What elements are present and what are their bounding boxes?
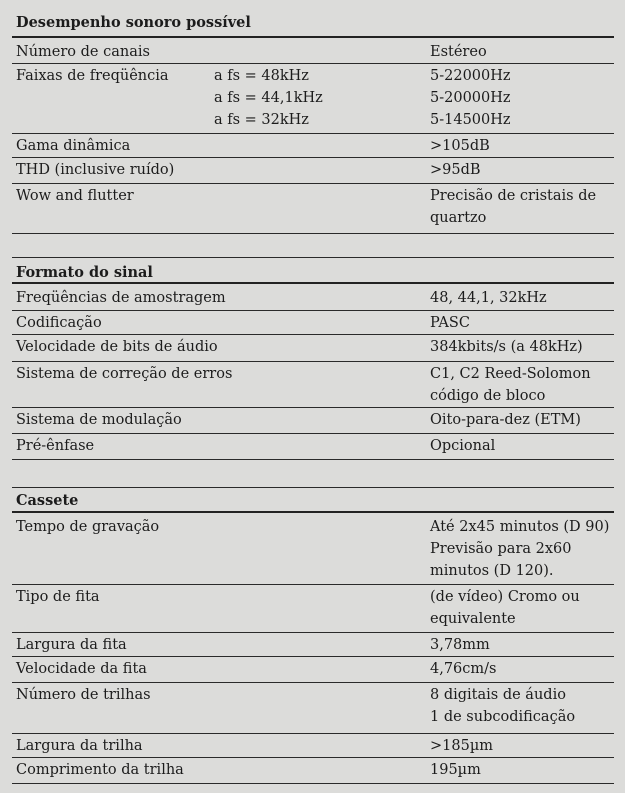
spec-value-line: 5-20000Hz xyxy=(430,90,511,106)
spec-value-line: Previsão para 2x60 xyxy=(430,541,572,557)
spec-row xyxy=(12,657,614,683)
spec-value-line: código de bloco xyxy=(430,388,546,404)
spec-label: Tempo de gravação xyxy=(16,519,160,535)
spec-condition xyxy=(214,65,323,131)
spec-value xyxy=(430,409,581,431)
spec-value xyxy=(430,363,591,407)
spec-value xyxy=(430,65,511,131)
spec-label: Gama dinâmica xyxy=(16,138,131,154)
section-divider xyxy=(12,511,614,513)
spec-row xyxy=(12,64,614,134)
spec-row xyxy=(12,362,614,408)
spec-value xyxy=(430,759,481,781)
spec-label: Tipo de fita xyxy=(16,589,100,605)
section-title: Formato do sinal xyxy=(16,264,153,281)
spec-label: Codificação xyxy=(16,315,102,331)
spec-value-line: 1 de subcodificação xyxy=(430,709,576,725)
spec-value-line: 5-14500Hz xyxy=(430,112,511,128)
spec-value-line: >185µm xyxy=(430,738,493,754)
spec-value-line: Até 2x45 minutos (D 90) xyxy=(430,519,610,535)
spec-value xyxy=(430,735,493,757)
spec-value-line: 48, 44,1, 32kHz xyxy=(430,290,547,306)
spec-row xyxy=(12,758,614,784)
spec-value xyxy=(430,516,609,582)
spec-row xyxy=(12,585,614,633)
spec-row xyxy=(12,734,614,758)
spec-row xyxy=(12,134,614,158)
spec-value-line: quartzo xyxy=(430,210,487,226)
spec-value-line: minutos (D 120). xyxy=(430,563,554,579)
spec-value xyxy=(430,586,580,630)
spec-row xyxy=(12,40,614,64)
spec-row xyxy=(12,408,614,434)
spec-label: Número de trilhas xyxy=(16,687,151,703)
spec-label: Velocidade de bits de áudio xyxy=(16,339,218,355)
spec-label: Wow and flutter xyxy=(16,188,134,204)
spec-value-line: 5-22000Hz xyxy=(430,68,511,84)
spec-value-line: 4,76cm/s xyxy=(430,661,497,677)
spec-row xyxy=(12,184,614,234)
spec-label: Sistema de correção de erros xyxy=(16,366,233,382)
spec-label: Faixas de freqüência xyxy=(16,68,169,84)
spec-value-line: (de vídeo) Cromo ou xyxy=(430,589,580,605)
spec-row xyxy=(12,633,614,657)
spec-value-line: Estéreo xyxy=(430,44,487,60)
section-divider xyxy=(12,282,614,284)
spec-value xyxy=(430,135,490,157)
blank-row xyxy=(12,462,614,488)
spec-condition-line: a fs = 32kHz xyxy=(214,112,309,128)
spec-label: Velocidade da fita xyxy=(16,661,147,677)
spec-condition-line: a fs = 48kHz xyxy=(214,68,309,84)
spec-row xyxy=(12,158,614,184)
spec-value-line: Oito-para-dez (ETM) xyxy=(430,412,581,428)
spec-label: Freqüências de amostragem xyxy=(16,290,226,306)
spec-value xyxy=(430,185,596,229)
spec-label: THD (inclusive ruído) xyxy=(16,162,175,178)
section-divider xyxy=(12,36,614,38)
spec-value-line: 384kbits/s (a 48kHz) xyxy=(430,339,583,355)
spec-value xyxy=(430,684,575,728)
spec-label: Largura da trilha xyxy=(16,738,143,754)
spec-value xyxy=(430,435,495,457)
spec-value-line: 8 digitais de áudio xyxy=(430,687,566,703)
spec-value-line: Precisão de cristais de xyxy=(430,188,597,204)
spec-condition-line: a fs = 44,1kHz xyxy=(214,90,323,106)
spec-value xyxy=(430,336,583,358)
spec-value-line: >95dB xyxy=(430,162,481,178)
spec-row xyxy=(12,286,614,311)
spec-value-line: 3,78mm xyxy=(430,637,490,653)
spec-label: Pré-ênfase xyxy=(16,438,95,454)
spec-row xyxy=(12,335,614,362)
spec-value-line: >105dB xyxy=(430,138,490,154)
spec-row xyxy=(12,683,614,734)
spec-value xyxy=(430,312,470,334)
spec-label: Largura da fita xyxy=(16,637,127,653)
spec-value xyxy=(430,634,490,656)
spec-value-line: 195µm xyxy=(430,762,481,778)
spec-row xyxy=(12,515,614,585)
spec-label: Sistema de modulação xyxy=(16,412,182,428)
spec-value xyxy=(430,41,487,63)
spec-value xyxy=(430,658,496,680)
spec-row xyxy=(12,311,614,335)
spec-row xyxy=(12,434,614,460)
spec-value xyxy=(430,159,481,181)
section-title: Cassete xyxy=(16,492,79,509)
spec-value-line: C1, C2 Reed-Solomon xyxy=(430,366,591,382)
spec-label: Comprimento da trilha xyxy=(16,762,184,778)
spec-value-line: equivalente xyxy=(430,611,516,627)
spec-value xyxy=(430,287,547,309)
section-title: Desempenho sonoro possível xyxy=(16,14,251,31)
spec-value-line: PASC xyxy=(430,315,470,331)
spec-value-line: Opcional xyxy=(430,438,496,454)
spec-label: Número de canais xyxy=(16,44,150,60)
blank-row xyxy=(12,236,614,258)
